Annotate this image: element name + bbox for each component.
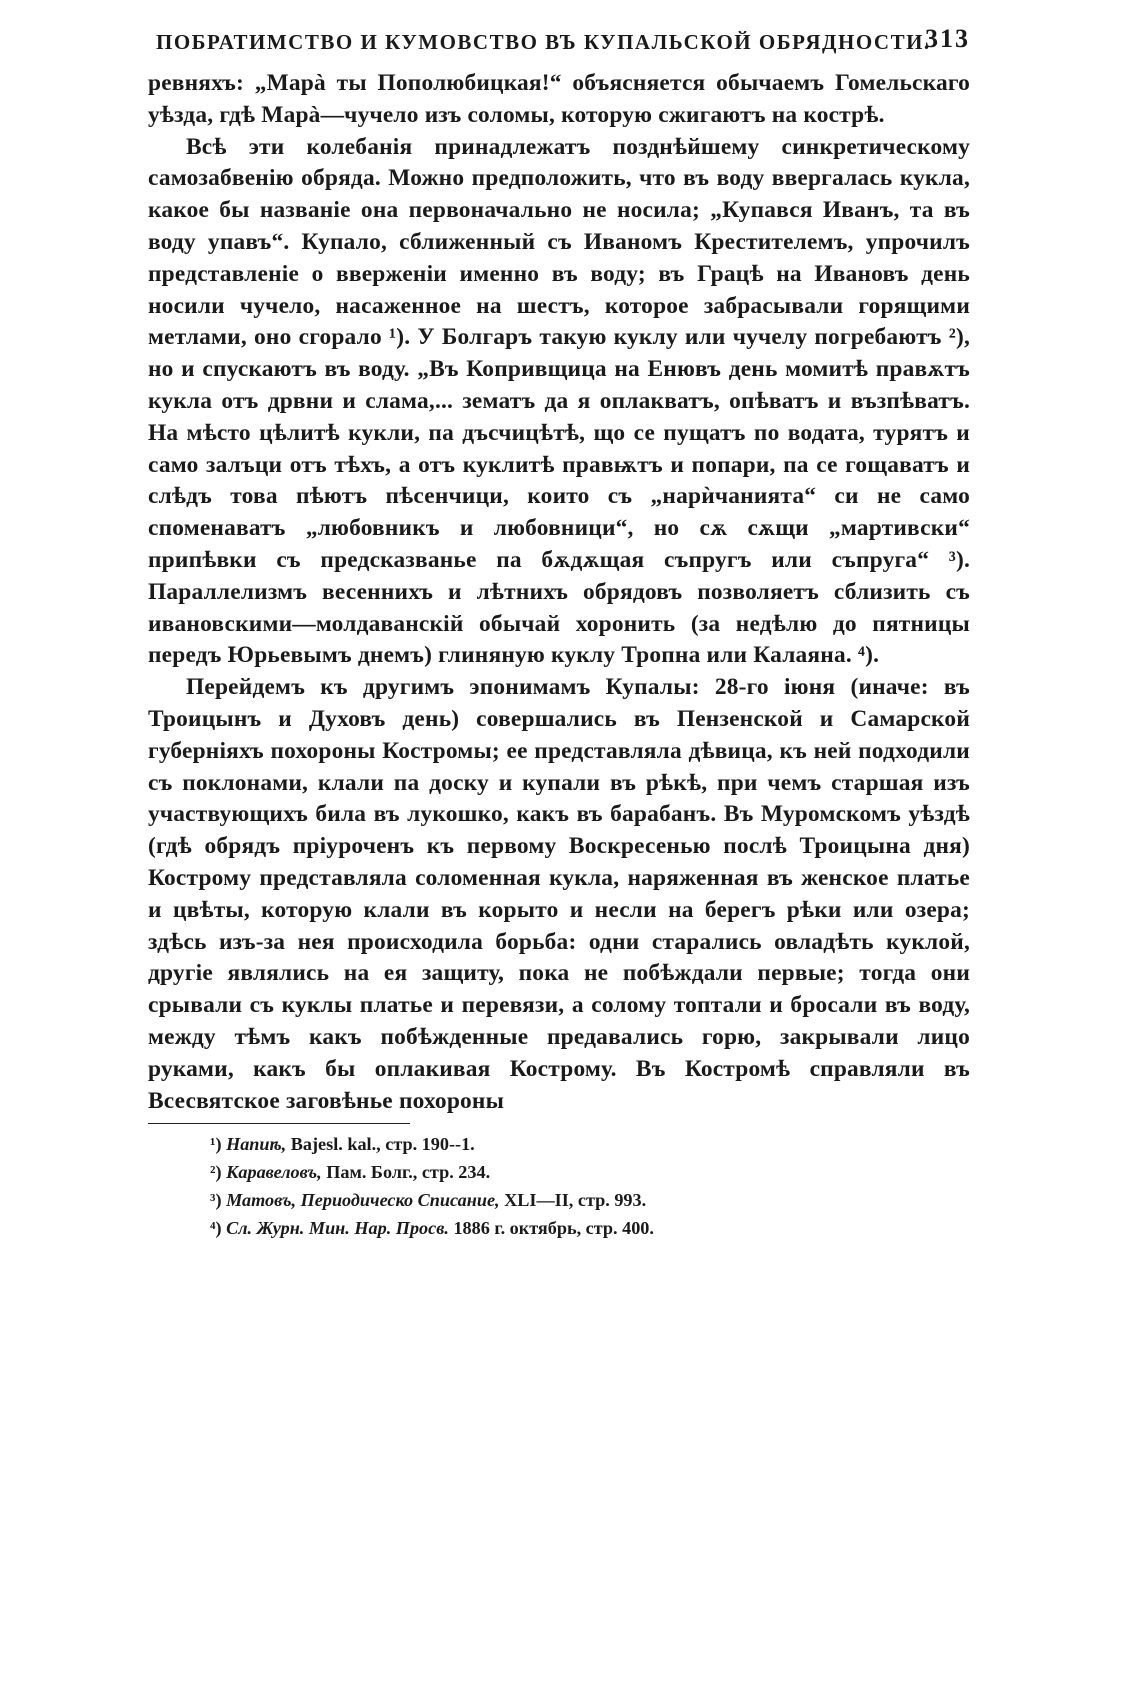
running-head xyxy=(148,20,970,68)
footnote-text: XLI—II, стр. 993. xyxy=(499,1190,647,1211)
footnotes xyxy=(148,1130,970,1242)
footnote-2 xyxy=(210,1158,970,1186)
footnote-4 xyxy=(210,1214,970,1242)
footnote-author: Матовъ, Периодическо Списание, xyxy=(226,1190,500,1211)
footnote-text: Bajesl. kal., стр. 190--1. xyxy=(286,1134,475,1155)
footnote-marker: ⁴) xyxy=(210,1218,222,1239)
footnote-marker: ³) xyxy=(210,1190,222,1211)
body-text xyxy=(148,68,970,1117)
running-title: ПОБРАТИМСТВО И КУМОВСТВО ВЪ КУПАЛЬСКОЙ ОБРЯДНОСТИ. xyxy=(156,30,931,54)
paragraph-2: Всѣ эти колебанія принадлежатъ позднѣйшему синкретическому самозабвенію обряда. Можно предположить, что въ воду ввергалась кукла, какое бы названіе она первоначально не носила; „Купався Иванъ, та въ воду упавъ“. Купало, сближенный съ Иваномъ Крестителемъ, упрочилъ представленіе о вверженіи именно въ воду; въ Грацѣ на Ивановъ день носили чучело, насаженное на шестъ, которое забрасывали горящими метлами, оно сгорало ¹). У Болгаръ такую куклу или чучелу погребаютъ ²), но и спускаютъ въ воду. „Въ Копривщица на Енювъ день момитѣ правѫтъ кукла отъ дрвни и слама,... зематъ да я оплакватъ, опѣватъ и възпѣватъ. На мѣсто цѣлитѣ кукли, па дъсчицѣтѣ, що се пущатъ по водата, турятъ и само залъци отъ тѣхъ, а отъ куклитѣ правѭтъ и попари, па се гощаватъ и слѣдъ това пѣютъ пѣсенчици, които съ „нарѝчанията“ си не само споменаватъ „любовникъ и любовници“, но сѫ сѫщи „мартивски“ припѣвки съ предсказванье па бѫдѫщая съпругъ или съпруга“ ³). Параллелизмъ весеннихъ и лѣтнихъ обрядовъ позволяетъ сблизить съ ивановскими—молдаванскій обычай хоронить (за недѣлю до пятницы передъ Юрьевымъ днемъ) глиняную куклу Тропна или Калаяна. ⁴). xyxy=(148,133,970,669)
footnote-marker: ¹) xyxy=(210,1134,222,1155)
footnote-divider xyxy=(148,1123,410,1124)
footnote-author: Каравеловъ, xyxy=(226,1162,322,1183)
footnote-text: Пам. Болг., стр. 234. xyxy=(321,1162,491,1183)
paragraph-1: ревняхъ: „Марà ты Пополюбицкая!“ объясняется обычаемъ Гомельскаго уѣзда, гдѣ Марà—чучело изъ соломы, которую сжигаютъ на кострѣ. xyxy=(148,70,970,128)
footnote-1 xyxy=(210,1130,970,1158)
footnote-marker: ²) xyxy=(210,1162,222,1183)
footnote-author: Нaпиѣ, xyxy=(226,1134,287,1155)
page-number: 313 xyxy=(925,24,970,53)
book-page xyxy=(148,20,970,1242)
footnote-text: 1886 г. октябрь, стр. 400. xyxy=(448,1218,654,1239)
paragraph-3: Перейдемъ къ другимъ эпонимамъ Купалы: 28-го іюня (иначе: въ Троицынъ и Духовъ день) совершались въ Пензенской и Самарской губерніяхъ похороны Костромы; ее представляла дѣвица, къ ней подходили съ поклонами, клали па доску и купали въ рѣкѣ, при чемъ старшая изъ участвующихъ била въ лукошко, какъ въ барабанъ. Въ Муромскомъ уѣздѣ (гдѣ обрядъ пріуроченъ къ первому Воскресенью послѣ Троицына дня) Кострому представляла соломенная кукла, наряженная въ женское платье и цвѣты, которую клали въ корыто и несли на берегъ рѣки или озера; здѣсь изъ-за нея происходила борьба: одни старались овладѣть куклой, другіе являлись на ея защиту, пока не побѣждали первые; тогда они срывали съ куклы платье и перевязи, а солому топтали и бросали въ воду, между тѣмъ какъ побѣжденные предавались горю, закрывали лицо руками, какъ бы оплакивая Кострому. Въ Костромѣ справляли въ Всесвятское заговѣнье похороны xyxy=(148,674,970,1114)
footnote-author: Сл. Журн. Мин. Нар. Просв. xyxy=(226,1218,449,1239)
footnote-3 xyxy=(210,1186,970,1214)
